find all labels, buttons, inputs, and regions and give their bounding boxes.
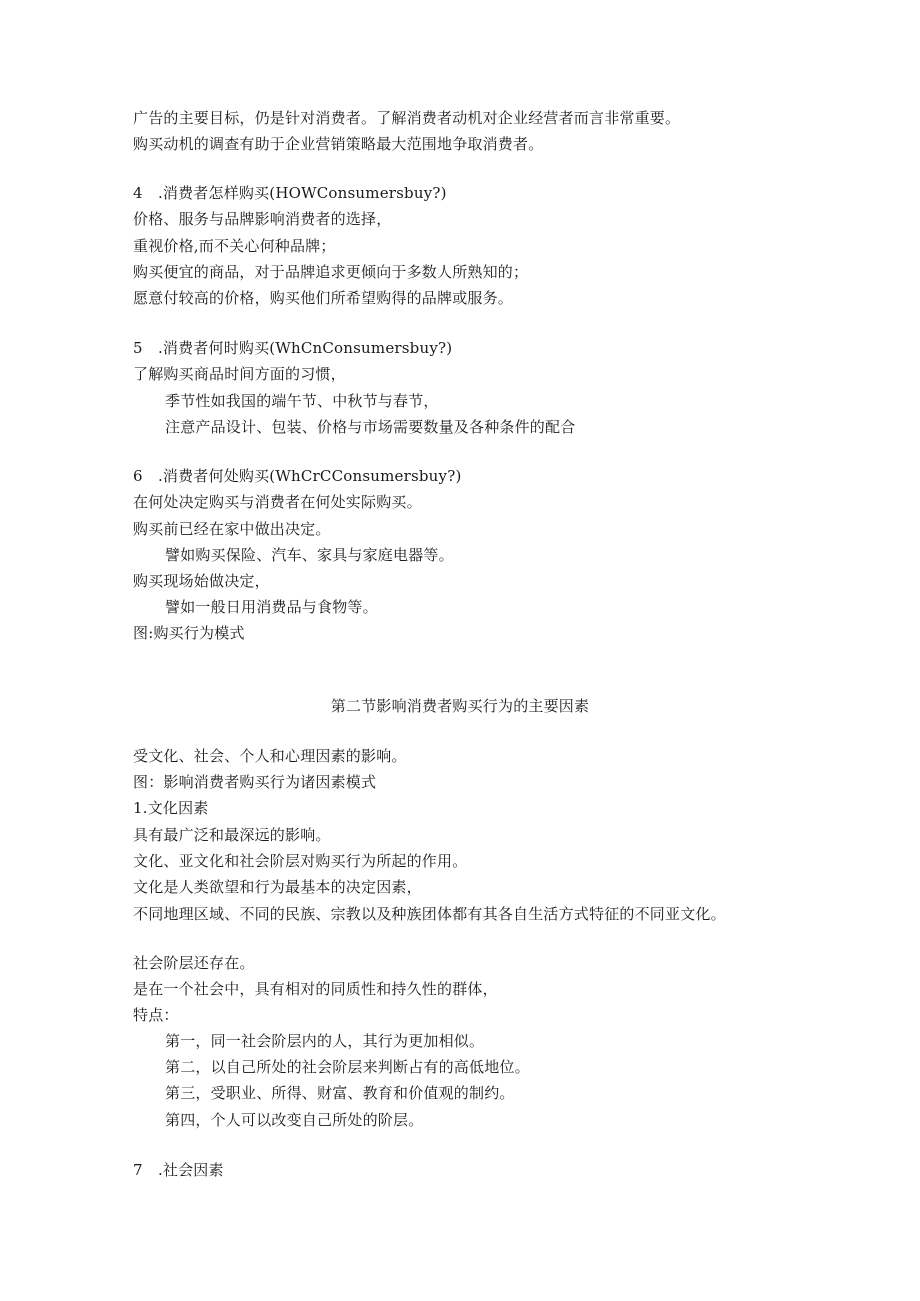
indented-line: 譬如购买保险、汽车、家具与家庭电器等。 xyxy=(165,546,454,564)
indented-line: 譬如一般日用消费品与食物等。 xyxy=(165,598,378,616)
paragraph-line: 在何处决定购买与消费者在何处实际购买。 xyxy=(133,493,422,511)
paragraph-line: 购买动机的调查有助于企业营销策略最大范围地争取消费者。 xyxy=(133,135,544,153)
section-heading: 7 .社会因素 xyxy=(133,1161,224,1179)
paragraph-line: 购买前已经在家中做出决定。 xyxy=(133,520,331,538)
paragraph-line: 特点： xyxy=(133,1006,179,1024)
section-heading: 6 .消费者何处购买(WhCrCConsumersbuy?) xyxy=(133,467,462,485)
paragraph-line: 文化、亚文化和社会阶层对购买行为所起的作用。 xyxy=(133,852,468,870)
section-heading: 5 .消费者何时购买(WhCnConsumersbuy?) xyxy=(133,339,453,357)
paragraph-line: 购买便宜的商品，对于品牌追求更倾向于多数人所熟知的； xyxy=(133,263,529,281)
paragraph-line: 受文化、社会、个人和心理因素的影响。 xyxy=(133,747,407,765)
section-heading: 4 .消费者怎样购买(HOWConsumersbuy?) xyxy=(133,184,447,202)
paragraph-line: 社会阶层还存在。 xyxy=(133,954,255,972)
paragraph-line: 文化是人类欲望和行为最基本的决定因素， xyxy=(133,878,422,896)
indented-line: 第四，个人可以改变自己所处的阶层。 xyxy=(165,1111,424,1129)
figure-caption: 图:购买行为模式 xyxy=(133,624,245,642)
paragraph-line: 广告的主要目标，仍是针对消费者。了解消费者动机对企业经营者而言非常重要。 xyxy=(133,109,681,127)
indented-line: 注意产品设计、包装、价格与市场需要数量及各种条件的配合 xyxy=(165,418,576,436)
paragraph-line: 不同地理区域、不同的民族、宗教以及种族团体都有其各自生活方式特征的不同亚文化。 xyxy=(133,905,726,923)
paragraph-line: 价格、服务与品牌影响消费者的选择， xyxy=(133,210,392,228)
paragraph-line: 是在一个社会中，具有相对的同质性和持久性的群体， xyxy=(133,980,498,998)
paragraph-line: 购买现场始做决定， xyxy=(133,572,270,590)
indented-line: 第一，同一社会阶层内的人，其行为更加相似。 xyxy=(165,1032,485,1050)
indented-line: 第三，受职业、所得、财富、教育和价值观的制约。 xyxy=(165,1084,515,1102)
paragraph-line: 了解购买商品时间方面的习惯， xyxy=(133,365,346,383)
indented-line: 季节性如我国的端午节、中秋节与春节， xyxy=(165,392,439,410)
indented-line: 第二，以自己所处的社会阶层来判断占有的高低地位。 xyxy=(165,1058,530,1076)
paragraph-line: 重视价格,而不关心何种品牌； xyxy=(133,237,336,255)
chapter-heading: 第二节影响消费者购买行为的主要因素 xyxy=(330,697,590,715)
section-heading: 1.文化因素 xyxy=(133,799,209,817)
paragraph-line: 愿意付较高的价格，购买他们所希望购得的品牌或服务。 xyxy=(133,289,514,307)
figure-caption: 图：影响消费者购买行为诸因素模式 xyxy=(133,773,377,791)
paragraph-line: 具有最广泛和最深远的影响。 xyxy=(133,826,331,844)
